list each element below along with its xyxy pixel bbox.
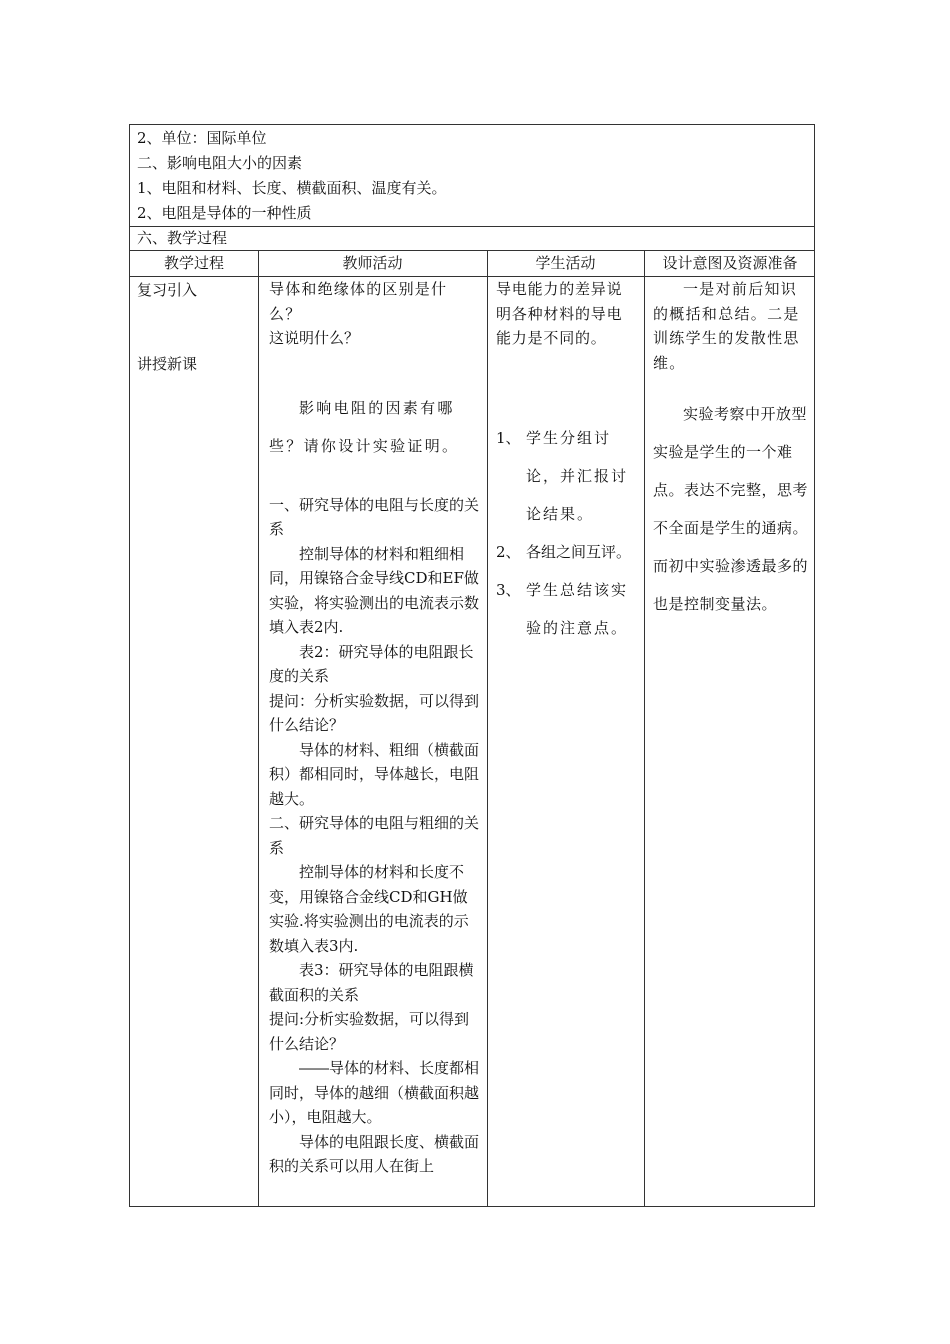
student-item-number: 2、	[496, 543, 521, 561]
top-line-1: 2、单位：国际单位	[137, 129, 267, 147]
teacher-s1-table: 表2：研究导体的电阻跟长度的关系	[269, 642, 474, 685]
row-divider	[130, 226, 814, 227]
teacher-q2: 这说明什么？	[269, 329, 360, 347]
teacher-s2-ask: 提问:分析实验数据，可以得到什么结论？	[269, 1010, 470, 1053]
column-divider	[258, 250, 259, 1206]
column-divider	[487, 250, 488, 1206]
teacher-q3: 影响电阻的因素有哪些？请你设计实验证明。	[269, 398, 460, 455]
student-item-number: 3、	[496, 581, 521, 599]
teacher-s2-table: 表3：研究导体的电阻跟横截面积的关系	[269, 961, 474, 1004]
lesson-table	[129, 124, 815, 1207]
process-new-lesson: 讲授新课	[137, 355, 198, 373]
top-line-4: 2、电阻是导体的一种性质	[137, 204, 312, 222]
student-activity	[496, 277, 638, 351]
teacher-s2-body: 控制导体的材料和长度不变，用镍铬合金线CD和GH做实验.将实验测出的电流表的示数填入表3内.	[269, 863, 469, 955]
student-list	[496, 419, 638, 647]
student-item-1	[496, 419, 638, 533]
header-design: 设计意图及资源准备	[662, 254, 798, 272]
column-divider	[644, 250, 645, 1206]
top-line-3: 1、电阻和材料、长度、横截面积、温度有关。	[137, 179, 447, 197]
design-note-2: 实验考察中开放型实验是学生的一个难点。表达不完整，思考不全面是学生的通病。而初中实验渗透最多的也是控制变量法。	[653, 405, 809, 613]
header-teacher: 教师活动	[342, 254, 403, 272]
design-intent	[653, 277, 809, 623]
teacher-s1-ask: 提问：分析实验数据，可以得到什么结论？	[269, 691, 480, 734]
student-item-number: 1、	[496, 429, 521, 447]
design-note-1: 一是对前后知识的概括和总结。二是训练学生的发散性思维。	[653, 280, 800, 372]
process-review: 复习引入	[137, 281, 198, 299]
section-title: 六、教学过程	[137, 229, 228, 247]
teacher-q1: 导体和绝缘体的区别是什么？	[269, 280, 448, 323]
teacher-final: 导体的电阻跟长度、横截面积的关系可以用人在街上	[269, 1132, 480, 1175]
student-item-2	[496, 533, 638, 571]
header-student: 学生活动	[535, 254, 596, 272]
student-item-text: 学生总结该实验的注意点。	[526, 581, 629, 637]
teacher-activity	[269, 277, 479, 1179]
teacher-s1-conclusion: 导体的材料、粗细（横截面积）都相同时，导体越长，电阻越大。	[269, 740, 480, 808]
teacher-s2-conclusion: ――导体的材料、长度都相同时，导体的越细（横截面积越小），电阻越大。	[269, 1059, 480, 1126]
top-line-2: 二、影响电阻大小的因素	[137, 154, 303, 172]
teacher-s2-title: 二、研究导体的电阻与粗细的关系	[269, 814, 480, 857]
student-item-text: 学生分组讨论，并汇报讨论结果。	[526, 429, 629, 523]
teacher-s1-body: 控制导体的材料和粗细相同，用镍铬合金导线CD和EF做实验，将实验测出的电流表示数填入表2内.	[269, 544, 480, 636]
header-process: 教学过程	[163, 254, 224, 272]
student-answer: 导电能力的差异说明各种材料的导电能力是不同的。	[496, 280, 623, 347]
student-item-3	[496, 571, 638, 647]
teacher-s1-title: 一、研究导体的电阻与长度的关系	[269, 495, 480, 538]
student-item-text: 各组之间互评。	[526, 543, 632, 561]
